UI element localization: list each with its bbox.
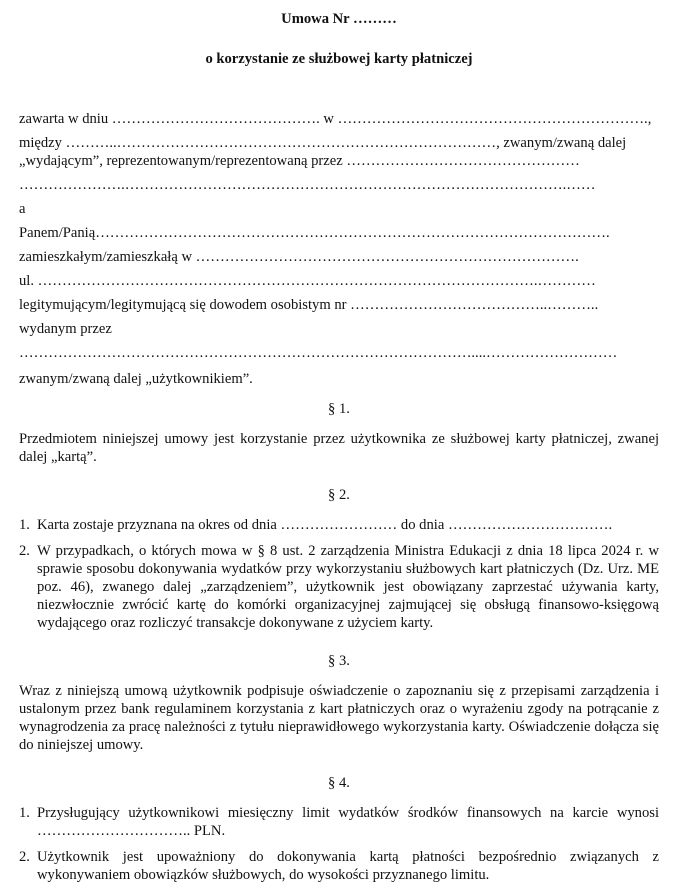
party-issuer-line: „wydającym”, reprezentowanym/reprezentowaną przez …………………………………………: [19, 153, 580, 169]
section-4-item-1: [19, 804, 659, 840]
item-text: W przypadkach, o których mowa w § 8 ust. 2 zarządzenia Ministra Edukacji z dnia 18 lipca 2024 r. w sprawie sposobu dokonywania wydatków przy wykorzystaniu służbowych kart płatniczych (Dz. Urz. ME poz. 46), zwanego dalej „zarządzeniem”, użytkownik jest obowiązany zaprzestać używania karty, niezwłocznie zwrócić kartę do komórki organizacyjnej zajmującej się obsługą finansowo-księgową wydającego oraz rozliczyć transakcje dokonywane z użyciem karty.: [37, 543, 659, 631]
item-number: 2.: [19, 849, 30, 865]
party-user-address-line: zamieszkałym/zamieszkałą w …………………………………………………………………….: [19, 249, 579, 265]
party-id-issuer-line: …………………………………………………………………………………....………………………: [19, 345, 618, 361]
item-text: Karta zostaje przyznana na okres od dnia …………………… do dnia …………………………….: [37, 517, 613, 533]
party-and-line: a: [19, 201, 26, 217]
party-user-alias-line: zwanym/zwaną dalej „użytkownikiem”.: [19, 371, 253, 387]
agreement-subtitle: o korzystanie ze służbowej karty płatniczej: [205, 51, 473, 67]
section-4-item-2: [19, 848, 659, 884]
section-1-heading: § 1.: [328, 401, 350, 417]
party-between-line: między ………..……………………………………………………………………, zwanym/zwaną dalej: [19, 135, 627, 151]
item-number: 2.: [19, 543, 30, 559]
party-user-street-line: ul. ………………………………………………………………………………………….…………: [19, 273, 596, 289]
party-id-issuer-label: wydanym przez: [19, 321, 112, 337]
item-text: Użytkownik jest upoważniony do dokonywania kartą płatności bezpośrednio związanych z wykonywaniem obowiązków służbowych, do wysokości przyznanego limitu.: [37, 849, 659, 883]
party-issuer-continuation: ………………….……………………………………………………………………………….……: [19, 177, 596, 193]
section-2-item-1: [19, 516, 659, 534]
party-date-place-line: zawarta w dniu ……………………………………. w ……………………………………………………….,: [19, 111, 652, 127]
agreement-title: Umowa Nr ………: [281, 11, 397, 27]
party-user-id-line: legitymującym/legitymującą się dowodem osobistym nr …………………………………..………..: [19, 297, 599, 313]
section-2-item-2: [19, 542, 659, 632]
section-3-text: Wraz z niniejszą umową użytkownik podpisuje oświadczenie o zapoznaniu się z przepisami zarządzenia i ustalonym przez bank regulaminem korzystania z kart płatniczych oraz o wyrażeniu zgody na potrącanie z wynagrodzenia za pracę należności z tytułu nieprawidłowego wykorzystania karty. Oświadczenie dołącza się do niniejszej umowy.: [19, 683, 659, 753]
item-number: 1.: [19, 517, 30, 533]
section-2-heading: § 2.: [328, 487, 350, 503]
section-1-text: Przedmiotem niniejszej umowy jest korzystanie przez użytkownika ze służbowej karty płatniczej, zwanej dalej „kartą”.: [19, 431, 659, 465]
section-3-heading: § 3.: [328, 653, 350, 669]
item-number: 1.: [19, 805, 30, 821]
party-user-name-line: Panem/Panią…………………………………………………………………………………………….: [19, 225, 610, 241]
section-4-heading: § 4.: [328, 775, 350, 791]
item-text: Przysługujący użytkownikowi miesięczny limit wydatków środków finansowych na karcie wynosi ………………………….. PLN.: [37, 805, 659, 839]
